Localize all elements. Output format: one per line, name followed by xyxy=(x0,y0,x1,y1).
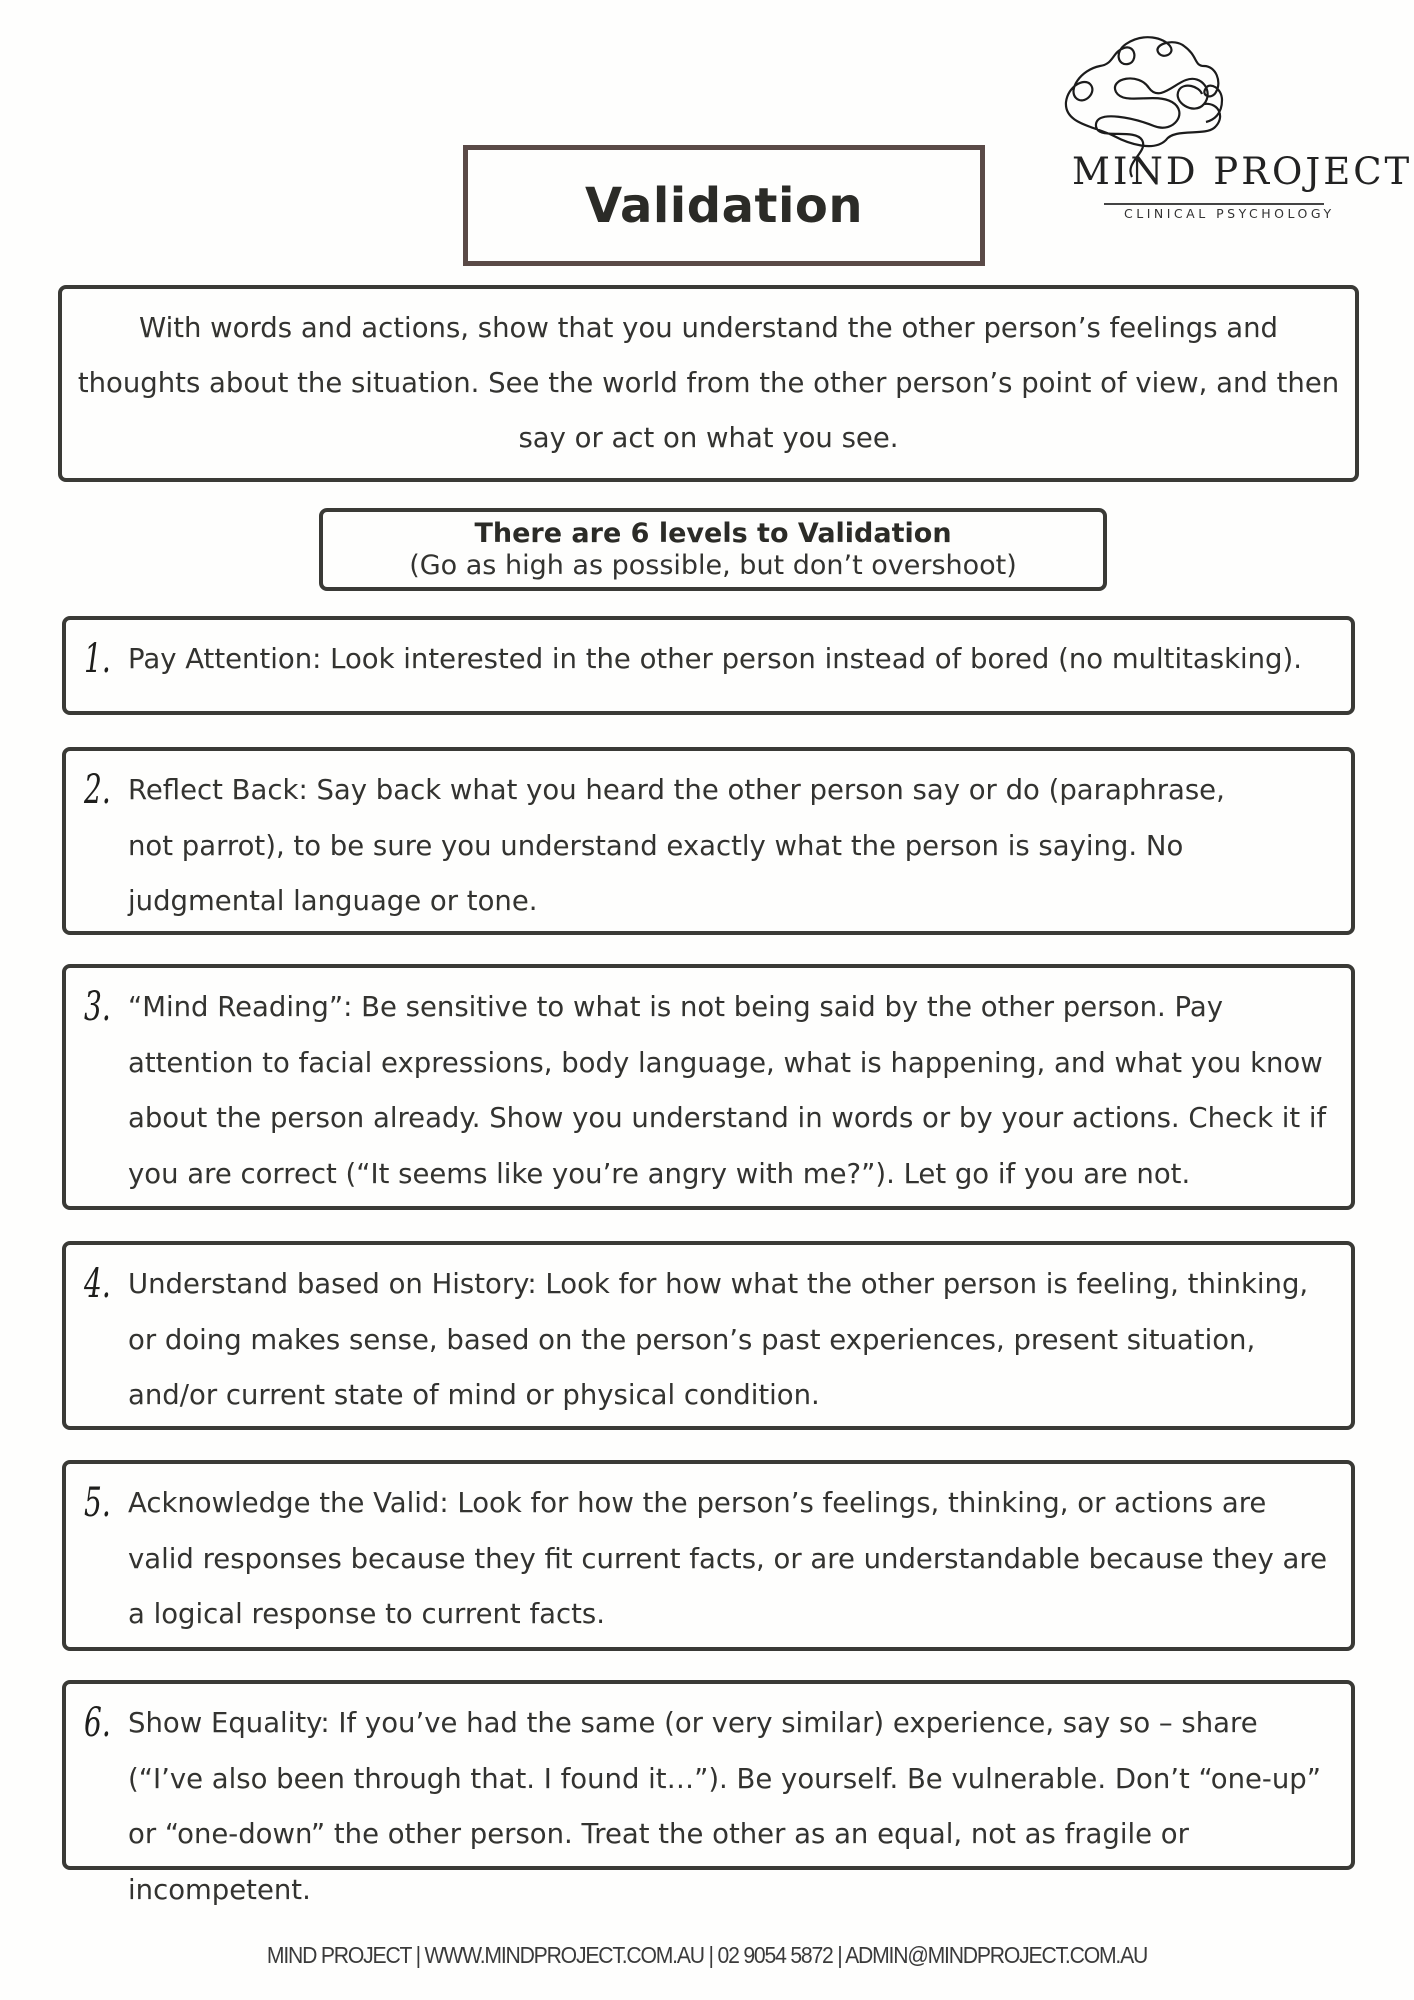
intro-text: With words and actions, show that you understand the other person’s feelings and thoughts about the situation. See the world from the other person’s point of view, and then say or act on what you see. xyxy=(77,312,1340,454)
level-number: 6. xyxy=(84,1700,111,1746)
levels-subtitle: (Go as high as possible, but don’t overshoot) xyxy=(409,550,1017,581)
level-1-box xyxy=(62,616,1355,715)
footer-contact: MIND PROJECT | WWW.MINDPROJECT.COM.AU | 02 9054 5872 | ADMIN@MINDPROJECT.COM.AU xyxy=(266,1942,1148,1968)
level-2-box xyxy=(62,747,1355,935)
level-text: Show Equality: If you’ve had the same (or very similar) experience, say so – share (“I’ve also been through that. I found it…”). Be yourself. Be vulnerable. Don’t “one-up” or “one-down” the other person. Treat the other as an equal, not as fragile or incompetent. xyxy=(128,1707,1321,1906)
level-5-box xyxy=(62,1460,1355,1651)
level-text: Acknowledge the Valid: Look for how the person’s feelings, thinking, or actions are valid responses because they fit current facts, or are understandable because they are a logical response to current facts. xyxy=(128,1487,1327,1630)
logo-tagline: CLINICAL PSYCHOLOGY xyxy=(1124,206,1335,221)
title-box xyxy=(463,145,985,266)
level-number: 4. xyxy=(84,1261,111,1307)
levels-title: There are 6 levels to Validation xyxy=(474,518,952,549)
logo-divider xyxy=(1104,203,1324,205)
level-6-box xyxy=(62,1680,1355,1906)
level-text: Understand based on History: Look for how what the other person is feeling, thinking, or doing makes sense, based on the person’s past experiences, present situation, and/or current state of mind or physical condition. xyxy=(128,1268,1309,1411)
page-title: Validation xyxy=(584,177,864,234)
mind-project-logo xyxy=(1054,32,1413,222)
level-number: 2. xyxy=(84,767,111,813)
level-text: “Mind Reading”: Be sensitive to what is not being said by the other person. Pay attention to facial expressions, body language, what is happening, and what you know about the person already. Show you understand in words or by your actions. Check it if you are correct (“It seems like you’re angry with me?”). Let go if you are not. xyxy=(128,991,1327,1190)
level-4-box xyxy=(62,1241,1355,1430)
level-number: 3. xyxy=(84,984,111,1030)
logo-name: MIND PROJECT xyxy=(1072,150,1413,193)
level-number: 1. xyxy=(84,636,111,682)
levels-header-box xyxy=(319,508,1107,591)
level-3-box xyxy=(62,964,1355,1210)
level-text: Reflect Back: Say back what you heard the other person say or do (paraphrase, not parrot), to be sure you understand exactly what the person is saying. No judgmental language or tone. xyxy=(128,774,1225,917)
level-text: Pay Attention: Look interested in the other person instead of bored (no multitasking). xyxy=(128,643,1302,675)
level-number: 5. xyxy=(84,1480,111,1526)
intro-box xyxy=(58,285,1359,482)
